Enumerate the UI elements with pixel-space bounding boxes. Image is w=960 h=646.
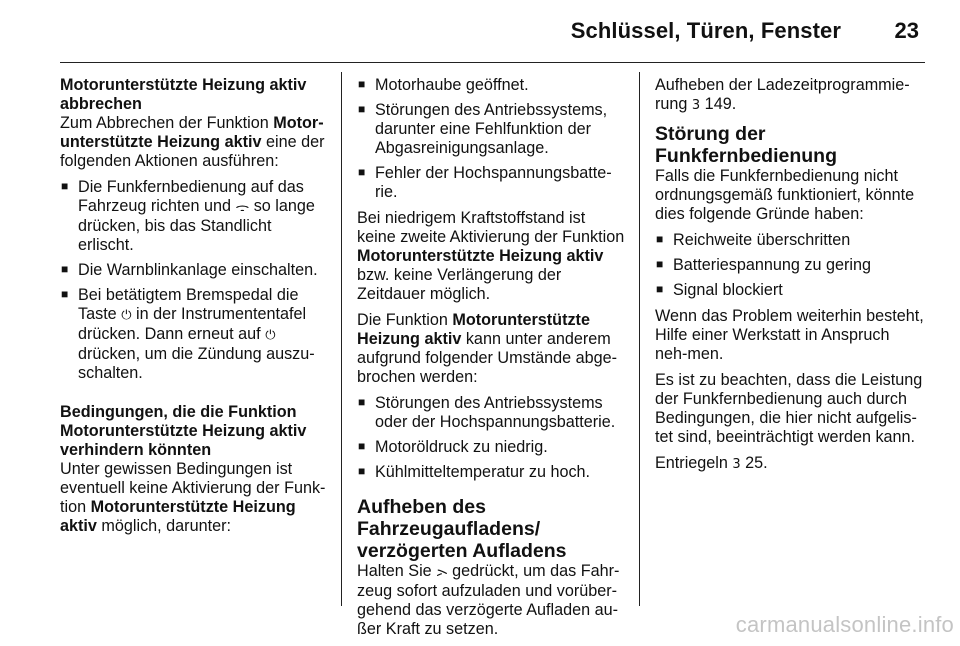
column-divider-1 [341, 72, 342, 606]
bullet-list [655, 231, 925, 300]
list-item: ■ Signal blockiert [655, 281, 925, 300]
column-divider-2 [639, 72, 640, 606]
column-3 [655, 76, 925, 481]
charge-button-icon: ᯢ [436, 565, 448, 580]
list-item: ■ Batteriespannung zu gering [655, 256, 925, 275]
paragraph: Wenn das Problem weiterhin besteht, Hilfe einer Werkstatt in Anspruch neh-men. [655, 307, 924, 363]
watermark: carmanualsonline.info [735, 612, 954, 637]
paragraph: Bei niedrigem Kraftstoffstand ist keine zweite Aktivierung der Funktion Motorunterstützte Heizung aktiv bzw. keine Verlängerung der Zeitdauer möglich. [357, 209, 625, 303]
paragraph: Unter gewissen Bedingungen ist eventuell keine Aktivierung der Funk-tion Motorunterstützte Heizung aktiv möglich, darunter: [60, 460, 326, 535]
page-reference-icon: 3 [732, 457, 741, 472]
list-item: ■ Motorhaube geöffnet. [357, 76, 627, 95]
page-title: Schlüssel, Türen, Fenster [570, 18, 841, 43]
bullet-list [60, 178, 330, 383]
list-item: ■ Störungen des Antriebssystems, darunter eine Fehlfunktion der Abgasreinigungsanlage. [357, 101, 627, 158]
list-item: ■ Bei betätigtem Bremspedal die Taste ⏻ in der Instrumententafel drücken. Dann erneut auf ⏻ drücken, um die Zündung auszu-schalten. [60, 286, 330, 383]
column-1 [60, 76, 330, 543]
section-heading-remote-fault: Störung der Funkfernbedienung [655, 123, 837, 167]
paragraph: Falls die Funkfernbedienung nicht ordnungsgemäß funktioniert, könnte dies folgende Gründe haben: [655, 167, 915, 223]
page-reference-icon: 3 [691, 98, 701, 113]
list-item: ■ Fehler der Hochspannungsbatte-rie. [357, 164, 627, 202]
column-2 [357, 76, 627, 646]
bullet-list [357, 76, 627, 202]
paragraph: Entriegeln 3 25. [655, 454, 768, 472]
power-button-icon: ⏻ [121, 308, 132, 323]
paragraph: Zum Abbrechen der Funktion Motor-unterstützte Heizung aktiv eine der folgenden Aktionen ausführen: [60, 114, 325, 170]
page-number: 23 [894, 18, 919, 43]
list-item: ■ Die Funkfernbedienung auf das Fahrzeug richten und ᯙ so lange drücken, bis das Standlicht erlischt. [60, 178, 330, 255]
remote-button-icon: ᯙ [235, 200, 250, 215]
list-item: ■ Die Warnblinkanlage einschalten. [60, 261, 330, 280]
list-item: ■ Kühlmitteltemperatur zu hoch. [357, 463, 627, 482]
paragraph: Halten Sie ᯢ gedrückt, um das Fahr-zeug sofort aufzuladen und vorüber-gehend das verzögerte Aufladen au-ßer Kraft zu setzen. [357, 562, 620, 638]
section-heading-conditions: Bedingungen, die die Funktion Motorunterstützte Heizung aktiv verhindern könnten [60, 403, 307, 459]
power-button-icon: ⏻ [265, 328, 276, 343]
paragraph: Aufheben der Ladezeitprogrammie-rung 3 149. [655, 76, 910, 113]
section-heading-cancel: Motorunterstützte Heizung aktiv abbrechen [60, 76, 307, 113]
list-item: ■ Reichweite überschritten [655, 231, 925, 250]
paragraph: Es ist zu beachten, dass die Leistung der Funkfernbedienung auch durch Bedingungen, die hier nicht aufgelis-tet sind, beeinträchtigt werden kann. [655, 371, 923, 446]
section-heading-charging: Aufheben des Fahrzeugaufladens/ verzögerten Aufladens [357, 496, 567, 562]
list-item: ■ Motoröldruck zu niedrig. [357, 438, 627, 457]
paragraph: Die Funktion Motorunterstützte Heizung aktiv kann unter anderem aufgrund folgender Umstände abge-brochen werden: [357, 311, 618, 386]
bullet-list [357, 394, 627, 482]
page-header [60, 0, 925, 63]
list-item: ■ Störungen des Antriebssystems oder der Hochspannungsbatterie. [357, 394, 627, 432]
